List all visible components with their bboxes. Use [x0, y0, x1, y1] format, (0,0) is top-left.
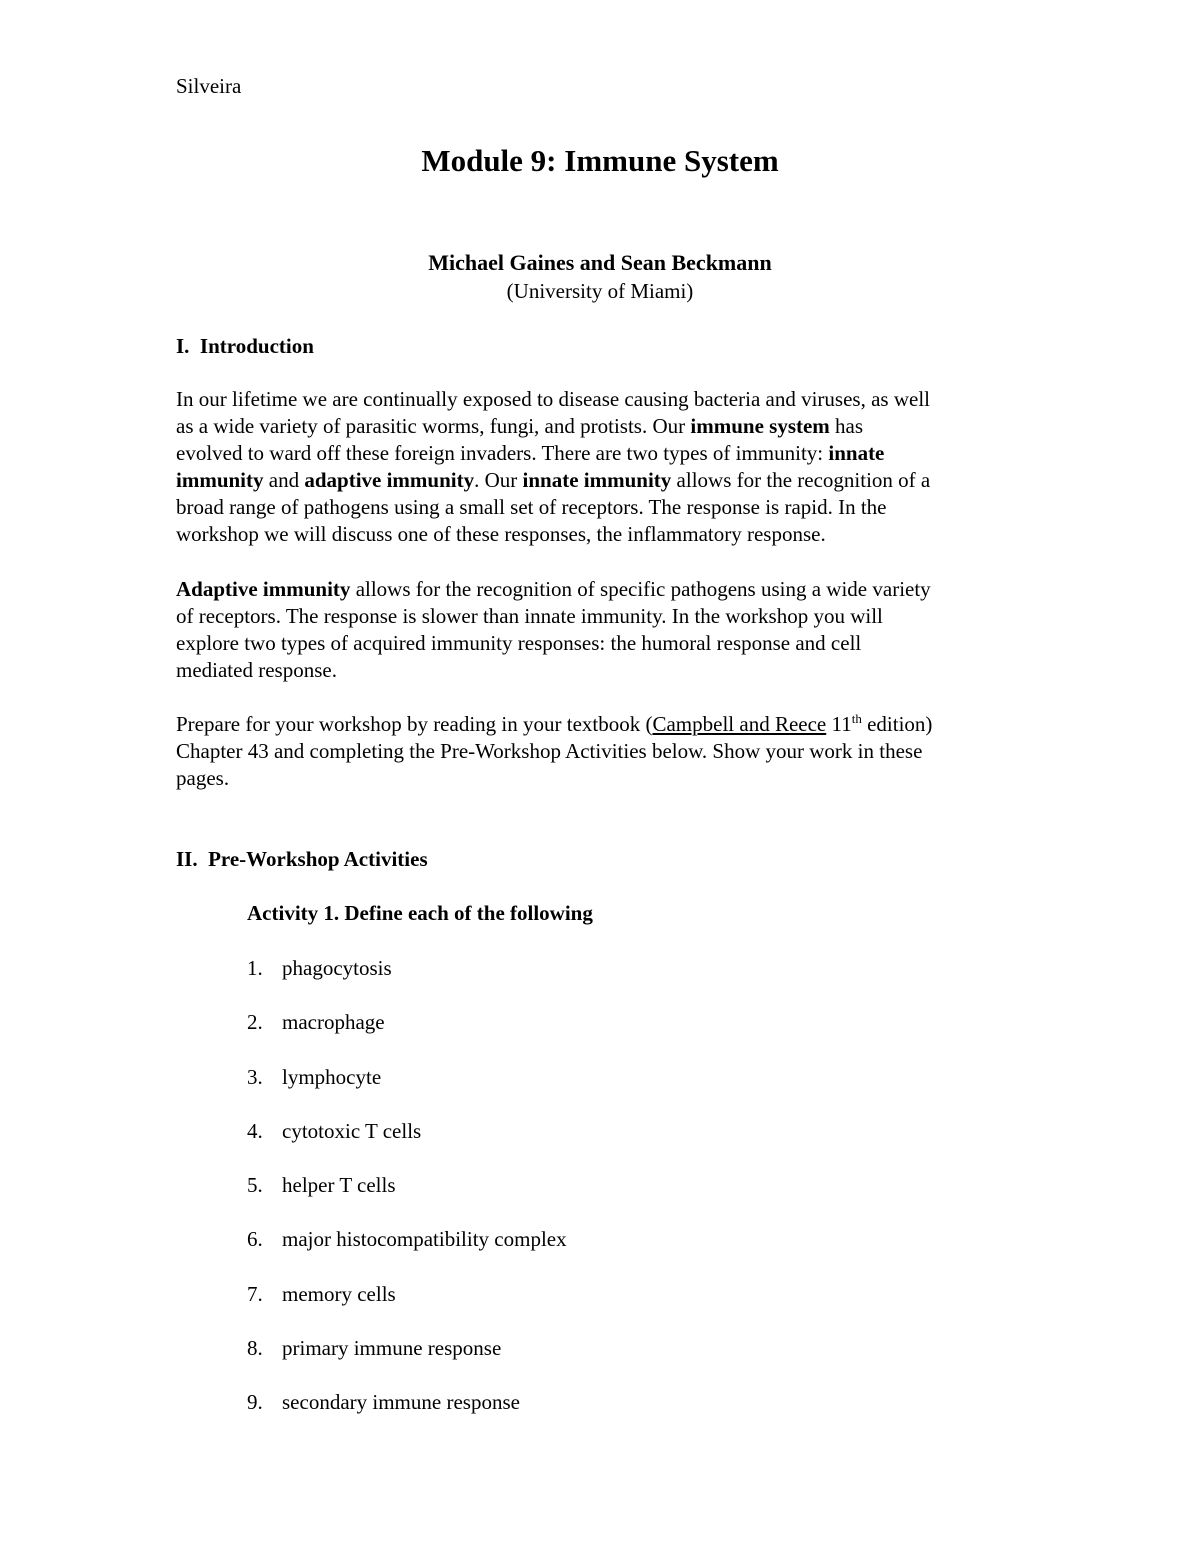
term-label: cytotoxic T cells	[282, 1118, 422, 1143]
term-label: secondary immune response	[282, 1390, 520, 1415]
term-label: major histocompatibility complex	[282, 1227, 567, 1252]
term-innate: innate	[828, 441, 885, 465]
textbook-reference: Campbell and Reece	[652, 712, 827, 736]
affiliation: (University of Miami)	[506, 279, 694, 303]
term-immunity: immunity	[176, 468, 264, 492]
term-label: helper T cells	[282, 1173, 396, 1198]
authors: Michael Gaines and Sean Beckmann	[428, 250, 772, 275]
list-number: 1.	[247, 956, 263, 980]
intro-paragraph-3	[176, 711, 1036, 792]
list-item	[247, 1389, 567, 1443]
term-adaptive-immunity-lead: Adaptive immunity	[176, 577, 351, 601]
list-number: 3.	[247, 1064, 263, 1089]
term-label: primary immune response	[282, 1336, 502, 1361]
list-number: 4.	[247, 1118, 263, 1143]
intro-paragraph-1	[176, 386, 1036, 548]
list-number: 6.	[247, 1227, 263, 1252]
list-number: 2.	[247, 1010, 263, 1035]
text-line: pages.	[176, 766, 230, 790]
text-line: Adaptive immunity allows for the recognition of specific pathogens using a wide variety	[176, 577, 931, 601]
text-line: explore two types of acquired immunity responses: the humoral response and cell	[176, 631, 862, 655]
list-number: 9.	[247, 1390, 263, 1415]
list-item	[247, 1118, 567, 1172]
intro-paragraph-2	[176, 576, 1036, 684]
list-item	[247, 955, 567, 1009]
list-item	[247, 1281, 567, 1335]
list-item	[247, 1335, 567, 1389]
text-line: immunity and adaptive immunity. Our innate immunity allows for the recognition of a	[176, 468, 931, 492]
text-line: Chapter 43 and completing the Pre-Workshop Activities below. Show your work in these	[176, 739, 923, 763]
term-label: macrophage	[282, 1010, 385, 1035]
list-item	[247, 1009, 567, 1063]
document-title: Module 9: Immune System	[421, 143, 779, 178]
ordinal-suffix: th	[851, 711, 862, 726]
term-label: phagocytosis	[282, 956, 392, 980]
text-line: broad range of pathogens using a small set of receptors. The response is rapid. In the	[176, 495, 887, 519]
list-number: 5.	[247, 1173, 263, 1198]
list-item	[247, 1226, 567, 1280]
list-number: 7.	[247, 1281, 263, 1306]
term-immune-system: immune system	[690, 414, 830, 438]
text-line: as a wide variety of parasitic worms, fungi, and protists. Our immune system has	[176, 414, 864, 438]
list-item	[247, 1172, 567, 1226]
running-head: Silveira	[176, 74, 242, 98]
term-innate-immunity: innate immunity	[522, 468, 672, 492]
text-line: workshop we will discuss one of these responses, the inflammatory response.	[176, 522, 826, 546]
term-adaptive-immunity: adaptive immunity	[304, 468, 475, 492]
activity-1-heading: Activity 1. Define each of the following	[247, 901, 593, 925]
text-line: evolved to ward off these foreign invaders. There are two types of immunity: innate	[176, 441, 885, 465]
section-heading-introduction: I. Introduction	[176, 334, 314, 358]
term-label: lymphocyte	[282, 1064, 382, 1089]
term-label: memory cells	[282, 1281, 396, 1306]
list-number: 8.	[247, 1336, 263, 1361]
text-line: mediated response.	[176, 658, 337, 682]
text-line: of receptors. The response is slower than innate immunity. In the workshop you will	[176, 604, 883, 628]
text-line: In our lifetime we are continually exposed to disease causing bacteria and viruses, as well	[176, 387, 930, 411]
definition-term-list	[247, 955, 567, 1444]
section-heading-pre-workshop: II. Pre-Workshop Activities	[176, 847, 428, 871]
list-item	[247, 1064, 567, 1118]
text-line: Prepare for your workshop by reading in your textbook (Campbell and Reece 11th edition)	[176, 711, 933, 736]
